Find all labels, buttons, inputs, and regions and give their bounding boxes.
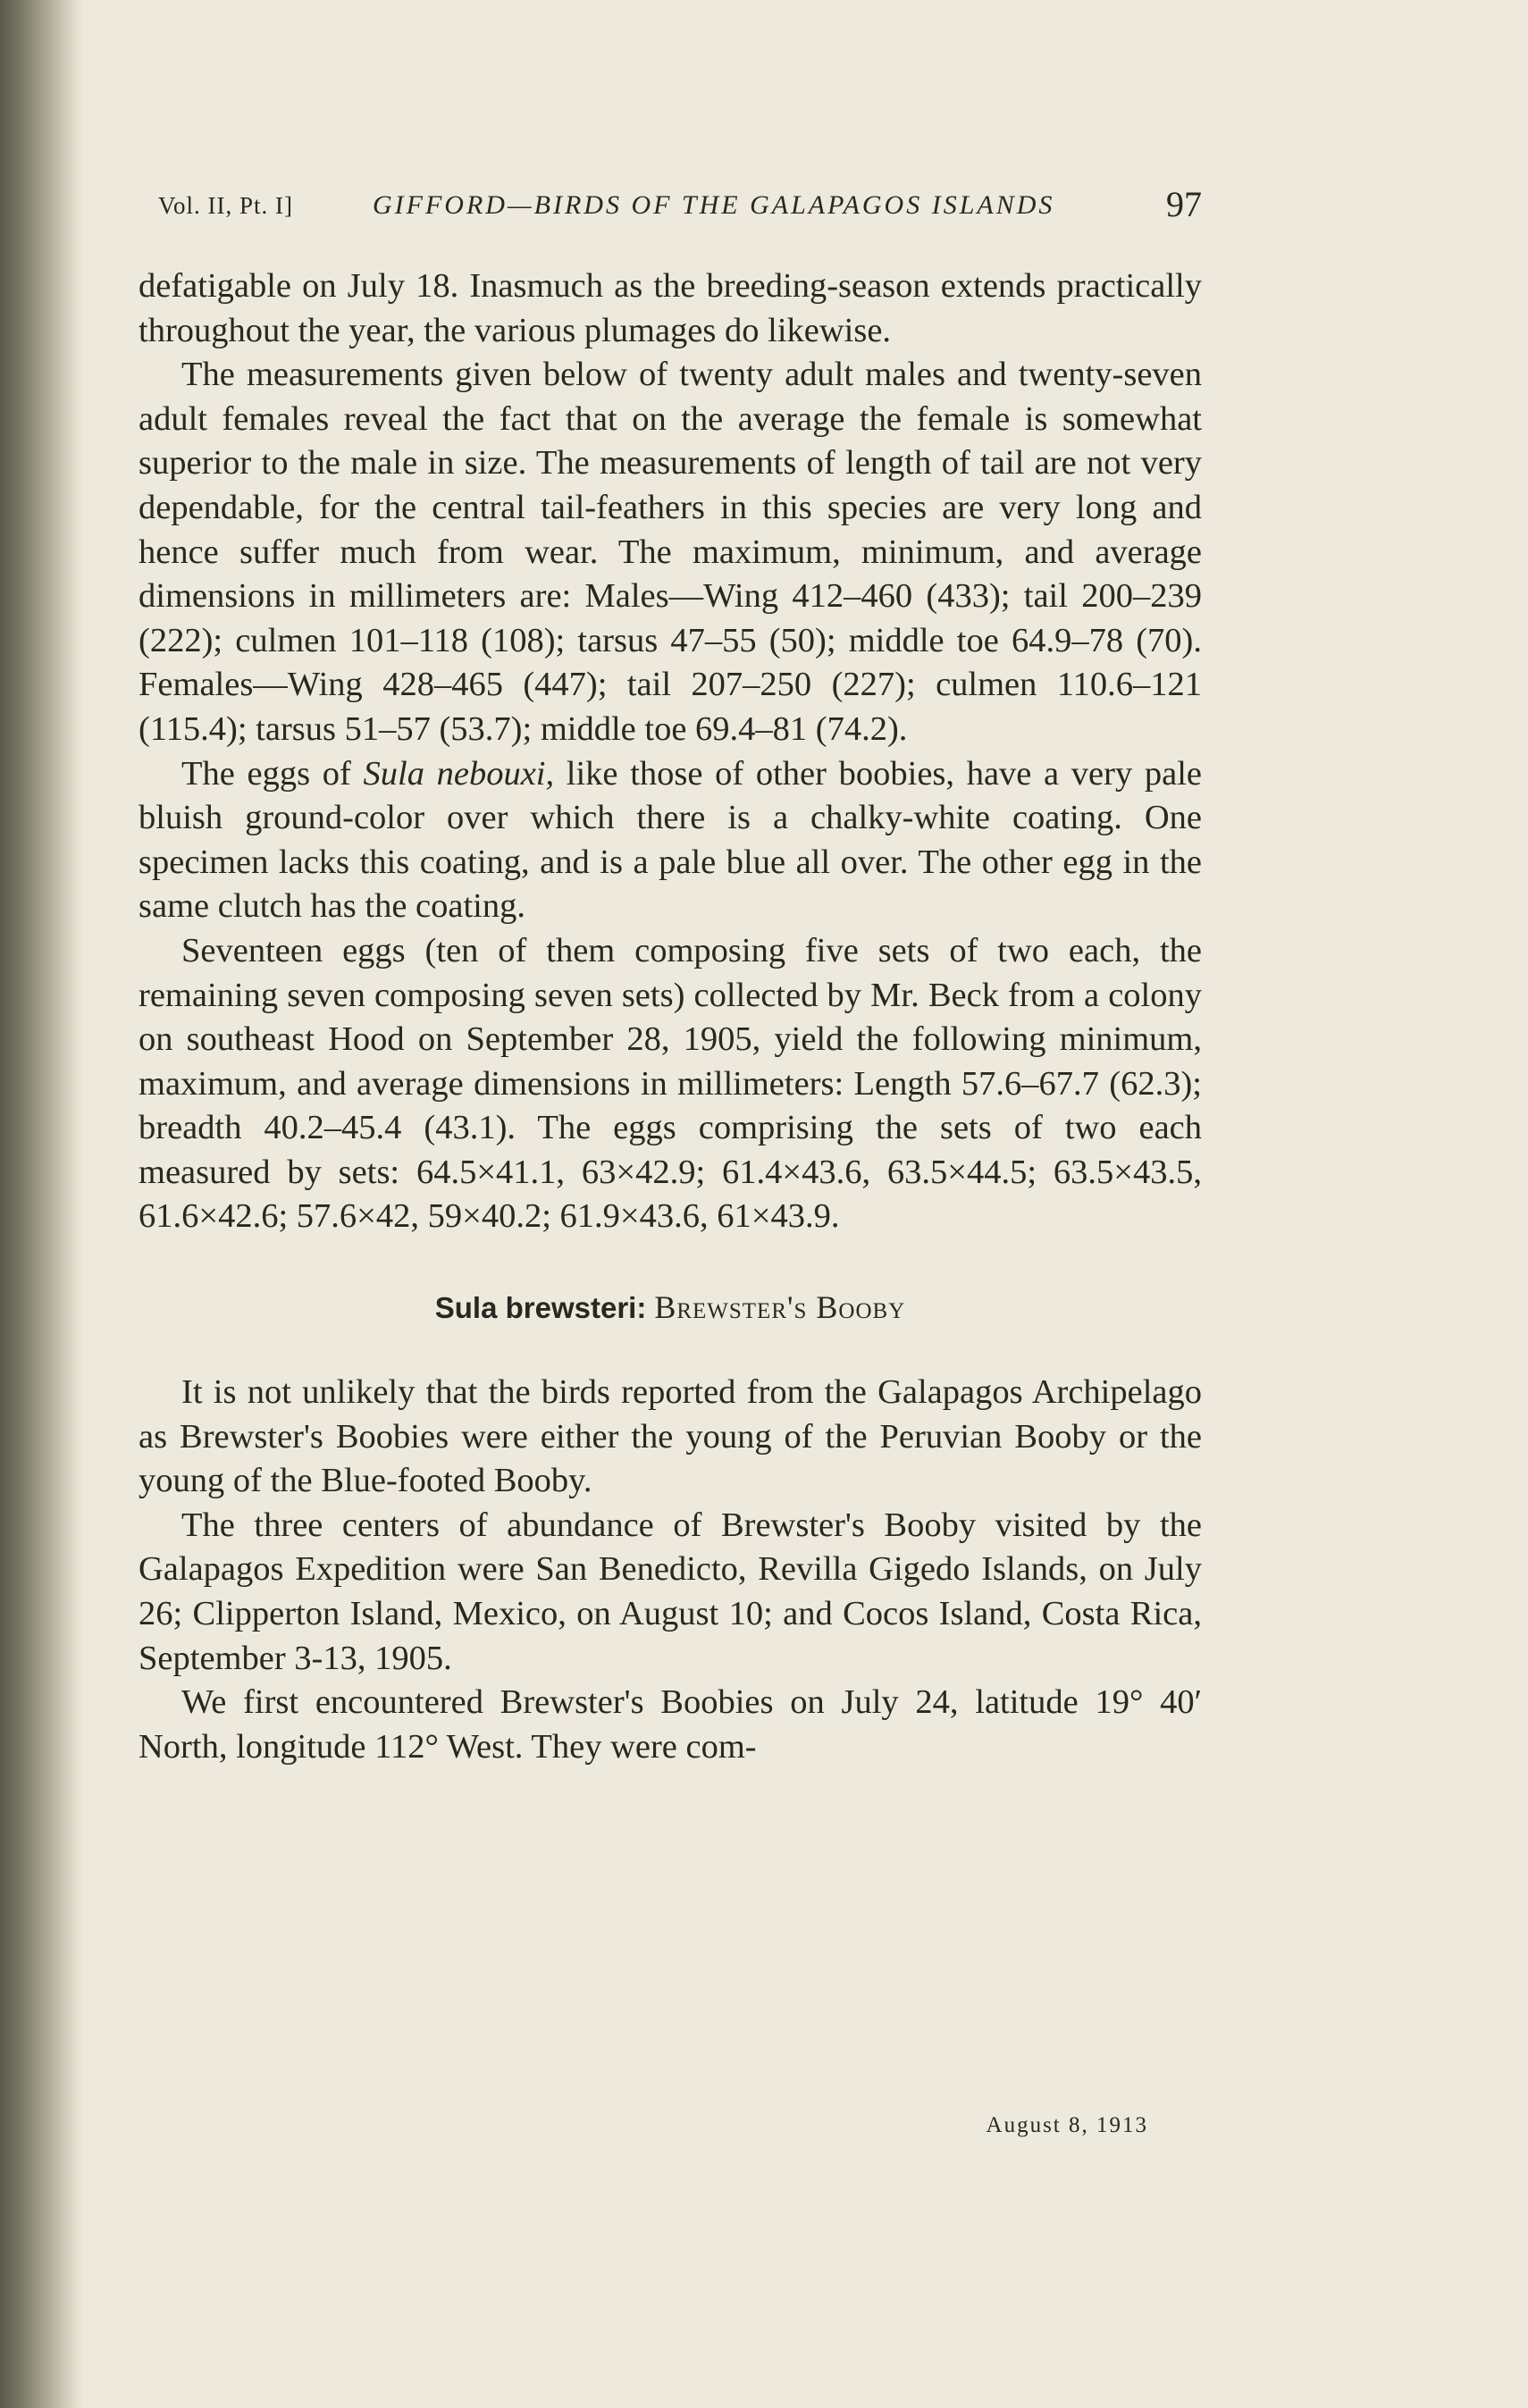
book-binding-shadow (0, 0, 85, 2408)
paragraph-measurements: The measurements given below of twenty adult males and twenty-seven adult females reveal the fact that on the average the female is somewhat superior to the male in size. The measurements of length of tail are not very dependable, for the central tail-feathers in this species are very long and hence suffer much from wear. The maximum, minimum, and average dimensions in millimeters are: Males—Wing 412–460 (433); tail 200–239 (222); culmen 101–118 (108); tarsus 47–55 (50); middle toe 64.9–78 (70). Females—Wing 428–465 (447); tail 207–250 (227); culmen 110.6–121 (115.4); tarsus 51–57 (53.7); middle toe 69.4–81 (74.2). (139, 356, 1202, 748)
paragraph-brewster-intro: It is not unlikely that the birds reported from the Galapagos Archipelago as Brewster's Boobies were either the young of the Peruvian Booby or the young of the Blue-footed Booby. (139, 1373, 1202, 1500)
running-head (139, 183, 1202, 228)
paragraph-brewster-centers: The three centers of abundance of Brewster's Booby visited by the Galapagos Expedition were San Benedicto, Revilla Gigedo Islands, on July 26; Clipperton Island, Mexico, on August 10; and Cocos Island, Costa Rica, September 3-13, 1905. (139, 1506, 1202, 1677)
common-name: Brewster's Booby (654, 1289, 906, 1326)
paragraph-brewster-encounter: We first encountered Brewster's Boobies on July 24, latitude 19° 40′ North, longitude 112° West. They were com- (139, 1683, 1202, 1766)
page-number: 97 (1166, 184, 1202, 224)
text-segment: The eggs of (181, 754, 364, 793)
paragraph-continuation: defatigable on July 18. Inasmuch as the breeding-season extends practically throughout the year, the various plumages do likewise. (139, 267, 1202, 349)
volume-reference: Vol. II, Pt. I] (158, 192, 294, 219)
species-name-italic: Sula nebouxi, (363, 754, 555, 793)
scientific-name: Sula brewsteri: (434, 1291, 647, 1325)
species-heading (139, 1286, 1202, 1330)
paragraph-eggs-description (139, 752, 1202, 929)
book-page (139, 0, 1202, 2408)
running-title: GIFFORD—BIRDS OF THE GALAPAGOS ISLANDS (373, 190, 1055, 220)
text-segment: like those of other boobies, have a very pale bluish ground-color over which there is a chalky-white coating. One specimen lacks this coating, and is a pale blue all over. The other egg in the same clutch has the coating. (139, 754, 1202, 926)
paragraph-egg-measurements: Seventeen eggs (ten of them composing five sets of two each, the remaining seven composing seven sets) collected by Mr. Beck from a colony on southeast Hood on September 28, 1905, yield the following minimum, maximum, and average dimensions in millimeters: Length 57.6–67.7 (62.3); breadth 40.2–45.4 (43.1). The eggs comprising the sets of two each measured by sets: 64.5×41.1, 63×42.9; 61.4×43.6, 63.5×44.5; 63.5×43.5, 61.6×42.6; 57.6×42, 59×40.2; 61.9×43.6, 61×43.9. (139, 931, 1202, 1236)
footer-date: August 8, 1913 (986, 2113, 1148, 2137)
body-text (139, 264, 1202, 1769)
